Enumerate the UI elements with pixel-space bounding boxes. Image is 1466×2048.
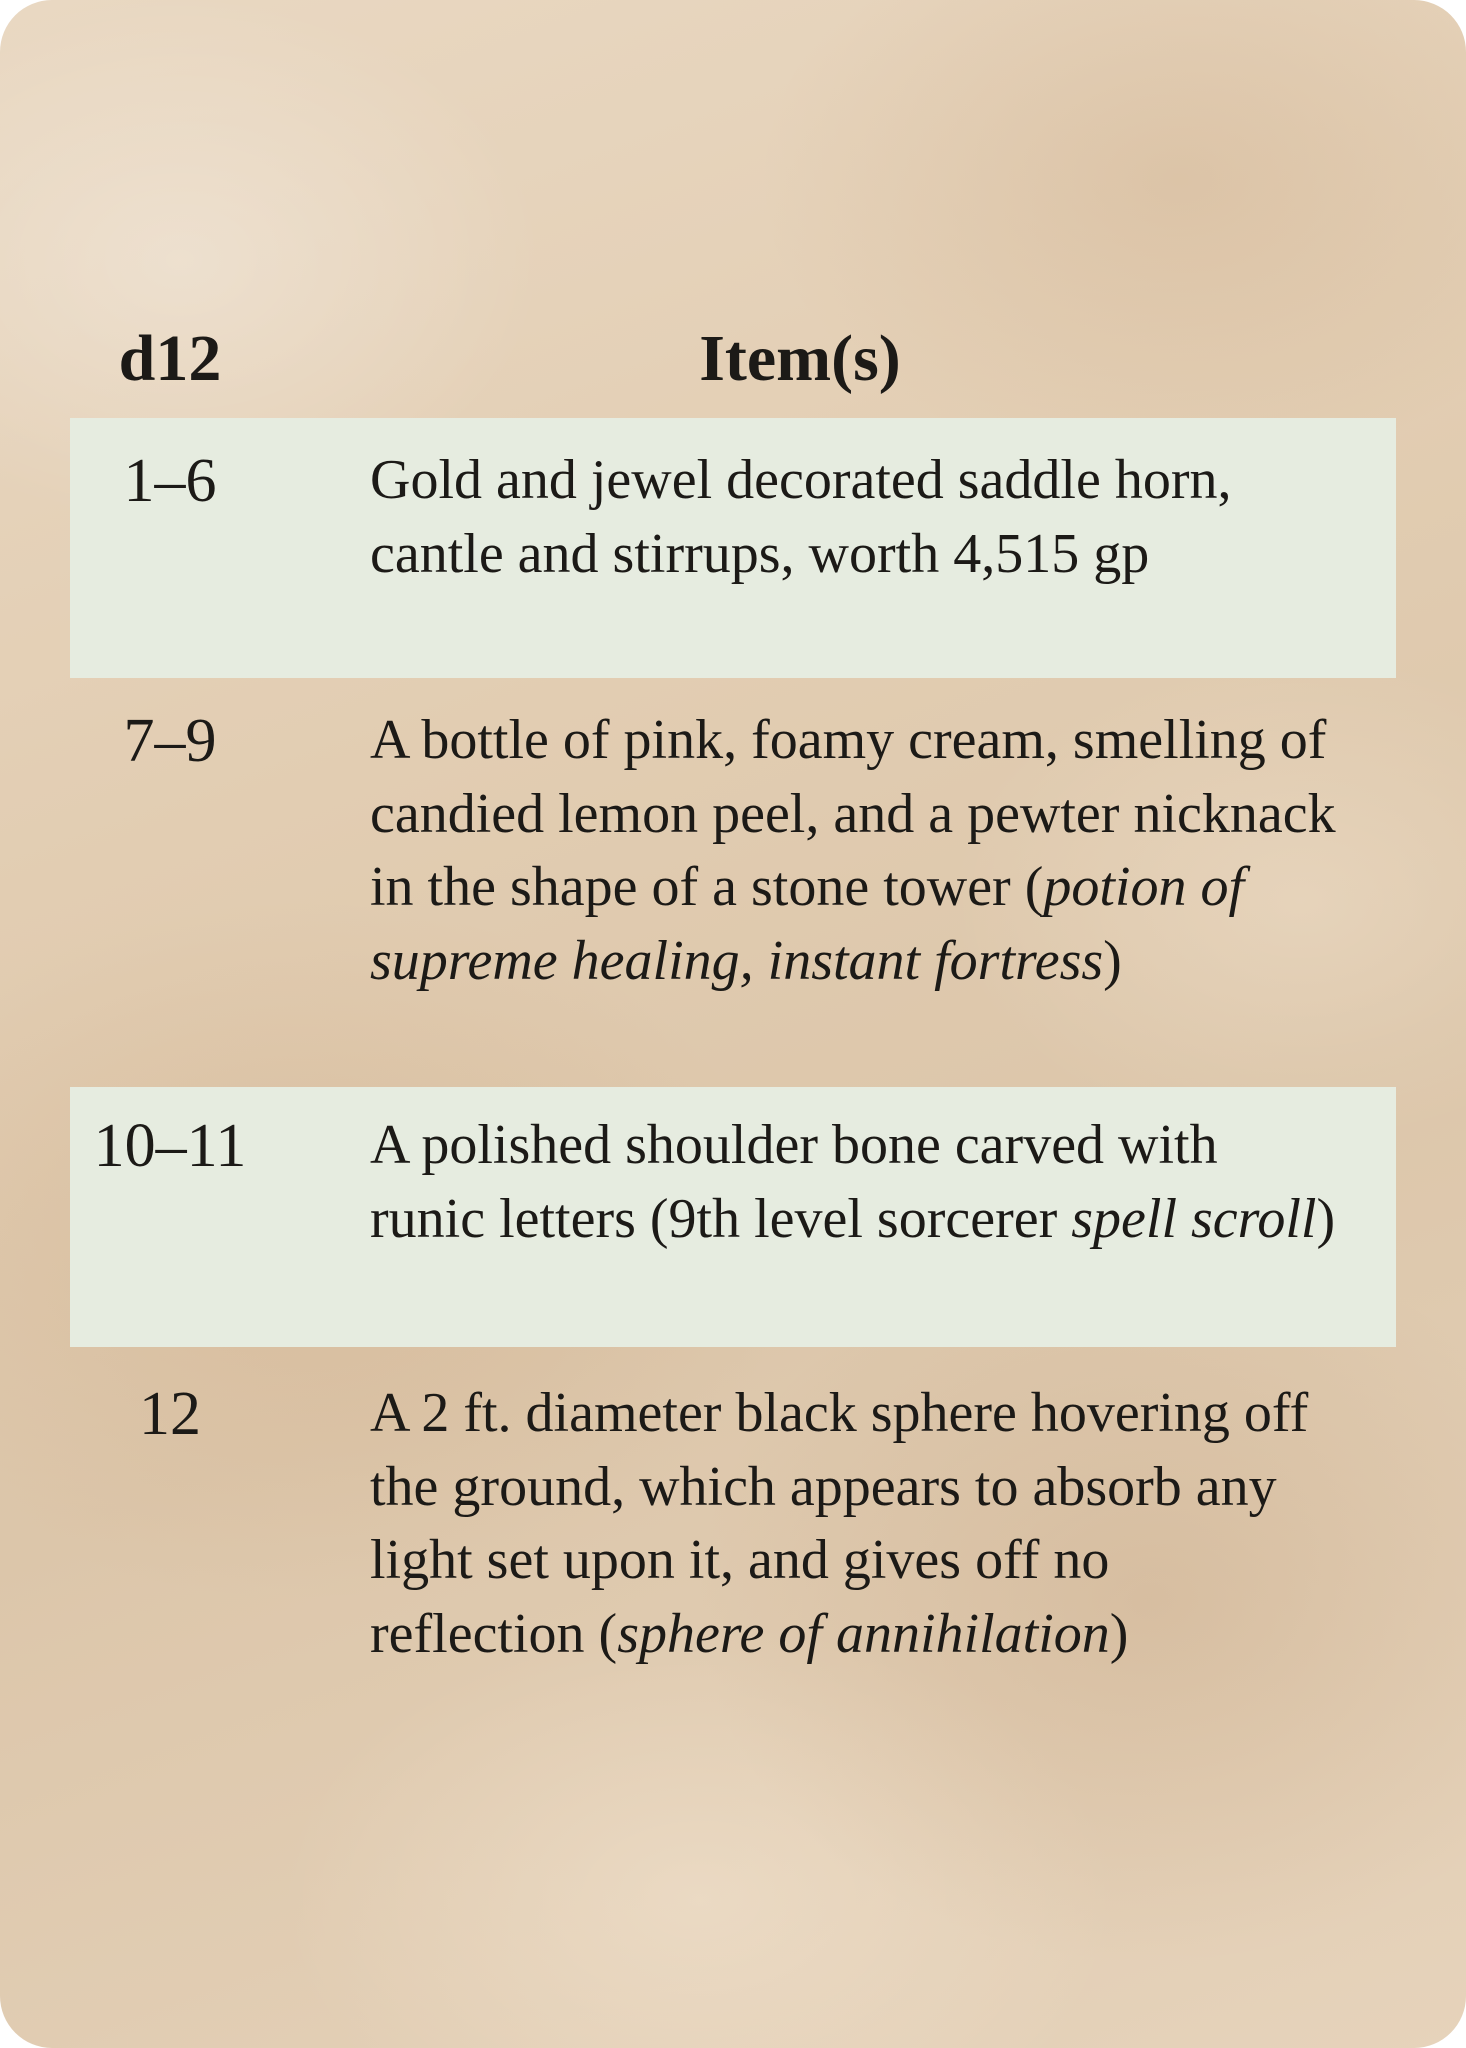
roll-range: 12 [139,1380,201,1448]
item-description [334,1377,1396,1671]
magic-item-name: sphere of annihilation [617,1602,1110,1665]
table-row [70,1347,1396,1747]
treasure-table [70,300,1396,1747]
item-close: ) [1103,929,1122,992]
item-text: A polished shoulder bone carved with runic letters (9th level sorcerer [370,1114,1218,1250]
item-text: Gold and jewel decorated saddle horn, cantle and stirrups, worth 4,515 gp [370,449,1232,585]
table-header [70,300,1396,418]
item-text: A 2 ft. diameter black sphere hovering off the ground, which appears to absorb any light set upon it, and gives off no reflection ( [370,1382,1309,1665]
table-row [70,678,1396,1087]
roll-range: 7–9 [123,707,217,775]
roll-range: 1–6 [123,447,217,515]
magic-item-name: spell scroll [1071,1187,1317,1250]
header-item: Item(s) [699,322,901,395]
item-description [334,444,1396,591]
item-description [334,1109,1396,1256]
table-row [70,418,1396,678]
header-roll: d12 [118,322,222,395]
item-close: ) [1316,1187,1336,1250]
item-description [334,704,1396,998]
item-close: ) [1109,1602,1129,1665]
table-row [70,1087,1396,1347]
item-text: A bottle of pink, foamy cream, smelling of candied lemon peel, and a pewter nicknack in the shape of a stone tower ( [370,709,1336,918]
magic-item-name: potion of supreme healing, instant fortress [370,856,1245,992]
roll-range: 10–11 [93,1112,247,1180]
